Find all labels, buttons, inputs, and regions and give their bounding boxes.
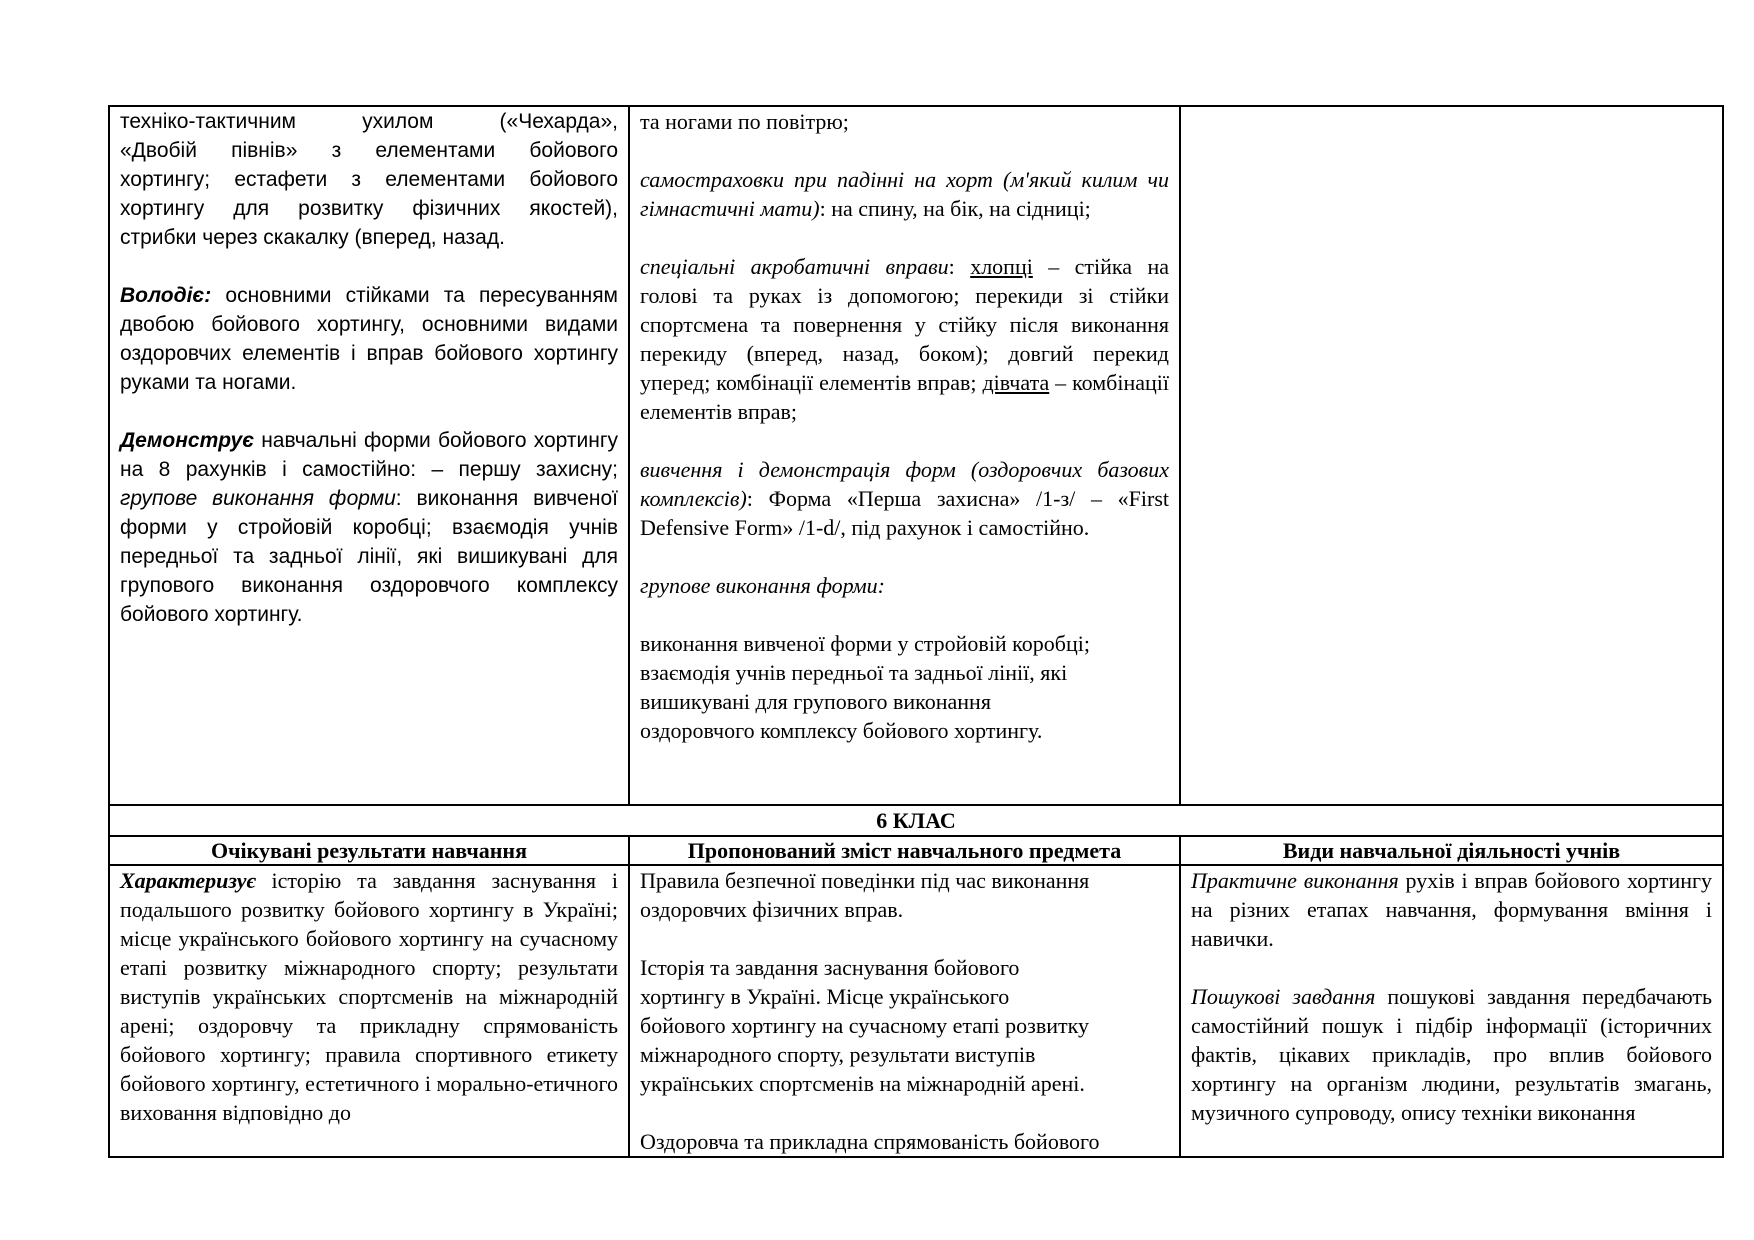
text-line: Оздоровча та прикладна спрямованість бойового bbox=[640, 1129, 1100, 1154]
text-line: вишикувані для групового виконання bbox=[640, 689, 991, 714]
cell-content bbox=[629, 865, 1180, 1157]
lead-term: Володіє: bbox=[120, 284, 212, 307]
lead-term: Характеризує bbox=[120, 868, 256, 893]
paragraph: групове виконання форми: bbox=[640, 573, 885, 598]
text-line: стрибки через скакалку (вперед, назад. bbox=[120, 226, 505, 249]
paragraph bbox=[120, 281, 618, 397]
class-heading: 6 КЛАС bbox=[109, 805, 1723, 836]
text-line: «Двобій півнів» з елементами бойового bbox=[120, 139, 618, 162]
table-row bbox=[109, 865, 1723, 1157]
paragraph: та ногами по повітрю; bbox=[640, 109, 849, 134]
text-line: хортингу для розвитку фізичних якостей), bbox=[120, 197, 618, 220]
paragraph bbox=[640, 252, 1169, 426]
paragraph-text: – комбінації елементів вправ; bbox=[640, 370, 1169, 424]
paragraph bbox=[1191, 982, 1712, 1127]
text-line: хортингу; естафети з елементами бойового bbox=[120, 168, 618, 191]
paragraph bbox=[640, 455, 1169, 542]
header-row bbox=[109, 836, 1723, 865]
underlined-term: дівчата bbox=[982, 370, 1050, 395]
text-line: техніко-тактичним ухилом («Чехарда», bbox=[120, 110, 618, 133]
curriculum-table bbox=[108, 105, 1724, 1158]
paragraph-text: основними стійками та пересуванням двобою бойового хортингу, основними видами оздоровчих елементів і вправ бойового хортингу руками та ногами. bbox=[120, 284, 618, 394]
cell-outcomes bbox=[109, 106, 629, 805]
text-line: оздоровчого комплексу бойового хортингу. bbox=[640, 718, 1043, 743]
table-row bbox=[109, 805, 1723, 836]
paragraph bbox=[640, 165, 1169, 223]
cell-outcomes bbox=[109, 865, 629, 1157]
paragraph-text: : Форма «Перша захисна» /1-з/ – «First Defensive Form» /1-d/, під рахунок і самостійно. bbox=[640, 486, 1169, 540]
paragraph bbox=[120, 426, 618, 629]
paragraph-text: пошукові завдання передбачають самостійний пошук і підбір інформації (історичних фактів, цікавих прикладів, про вплив бойового хортингу на організм людини, результатів змагань, музичного супроводу, опису техніки виконання bbox=[1191, 984, 1713, 1125]
cell-content bbox=[629, 106, 1180, 805]
underlined-term: хлопці bbox=[970, 254, 1033, 279]
italic-term: вивчення і демонстрація форм (оздоровчих базових комплексів) bbox=[640, 457, 1169, 511]
italic-term: самостраховки при падінні на хорт (м'який килим чи гімнастичні мати) bbox=[640, 167, 1169, 221]
text-line: міжнародного спорту, результати виступів bbox=[640, 1042, 1036, 1067]
table-row bbox=[109, 106, 1723, 805]
text-line: оздоровчих фізичних вправ. bbox=[640, 897, 904, 922]
paragraph-text: навчальні форми бойового хортингу на 8 рахунків і самостійно: – першу захисну; bbox=[120, 429, 618, 481]
lead-term: Демонструє bbox=[120, 429, 255, 452]
paragraph-text: історію та завдання заснування і подальшого розвитку бойового хортингу в Україні; місце українського бойового хортингу на сучасному етапі розвитку міжнародного спорту; результати виступів українських спортсменів на міжнародній арені; оздоровчу та прикладну спрямованість бойового хортингу; правила спортивного етикету бойового хортингу, естетичного і морально-етичного виховання відповідно до bbox=[120, 868, 618, 1125]
italic-term: Практичне виконання bbox=[1191, 868, 1399, 893]
text-line: Історія та завдання заснування бойового bbox=[640, 955, 1020, 980]
text-line: хортингу в Україні. Місце українського bbox=[640, 984, 1010, 1009]
text-line: виконання вивченої форми у стройовій коробці; bbox=[640, 631, 1090, 656]
column-header: Пропонований зміст навчального предмета bbox=[629, 836, 1180, 865]
paragraph-text: рухів і вправ бойового хортингу на різних етапах навчання, формування вміння і навички. bbox=[1191, 868, 1713, 951]
italic-term: спеціальні акробатичні вправи bbox=[640, 254, 949, 279]
text-line: бойового хортингу на сучасному етапі розвитку bbox=[640, 1013, 1089, 1038]
italic-term: групове виконання форми bbox=[120, 487, 396, 510]
paragraph-text: : виконання вивченої форми у стройовій коробці; взаємодія учнів передньої та задньої лінії, які вишикувані для групового виконання оздоровчого комплексу бойового хортингу. bbox=[120, 487, 618, 626]
paragraph-text: : bbox=[948, 254, 971, 279]
text-line: українських спортсменів на міжнародній арені. bbox=[640, 1071, 1085, 1096]
cell-activities bbox=[1180, 865, 1723, 1157]
text-line: Правила безпечної поведінки під час виконання bbox=[640, 868, 1090, 893]
paragraph-text: : на спину, на бік, на сідниці; bbox=[819, 196, 1091, 221]
column-header: Види навчальної діяльності учнів bbox=[1180, 836, 1723, 865]
paragraph-text: – стійка на голові та руках із допомогою; перекиди зі стійки спортсмена та повернення у стійку після виконання перекиду (вперед, назад, боком); довгий перекид уперед; комбінації елементів вправ; bbox=[640, 254, 1169, 395]
paragraph bbox=[1191, 866, 1712, 953]
italic-term: Пошукові завдання bbox=[1191, 984, 1376, 1009]
column-header: Очікувані результати навчання bbox=[109, 836, 629, 865]
cell-activities-empty bbox=[1180, 106, 1723, 805]
text-line: взаємодія учнів передньої та задньої лінії, які bbox=[640, 660, 1068, 685]
